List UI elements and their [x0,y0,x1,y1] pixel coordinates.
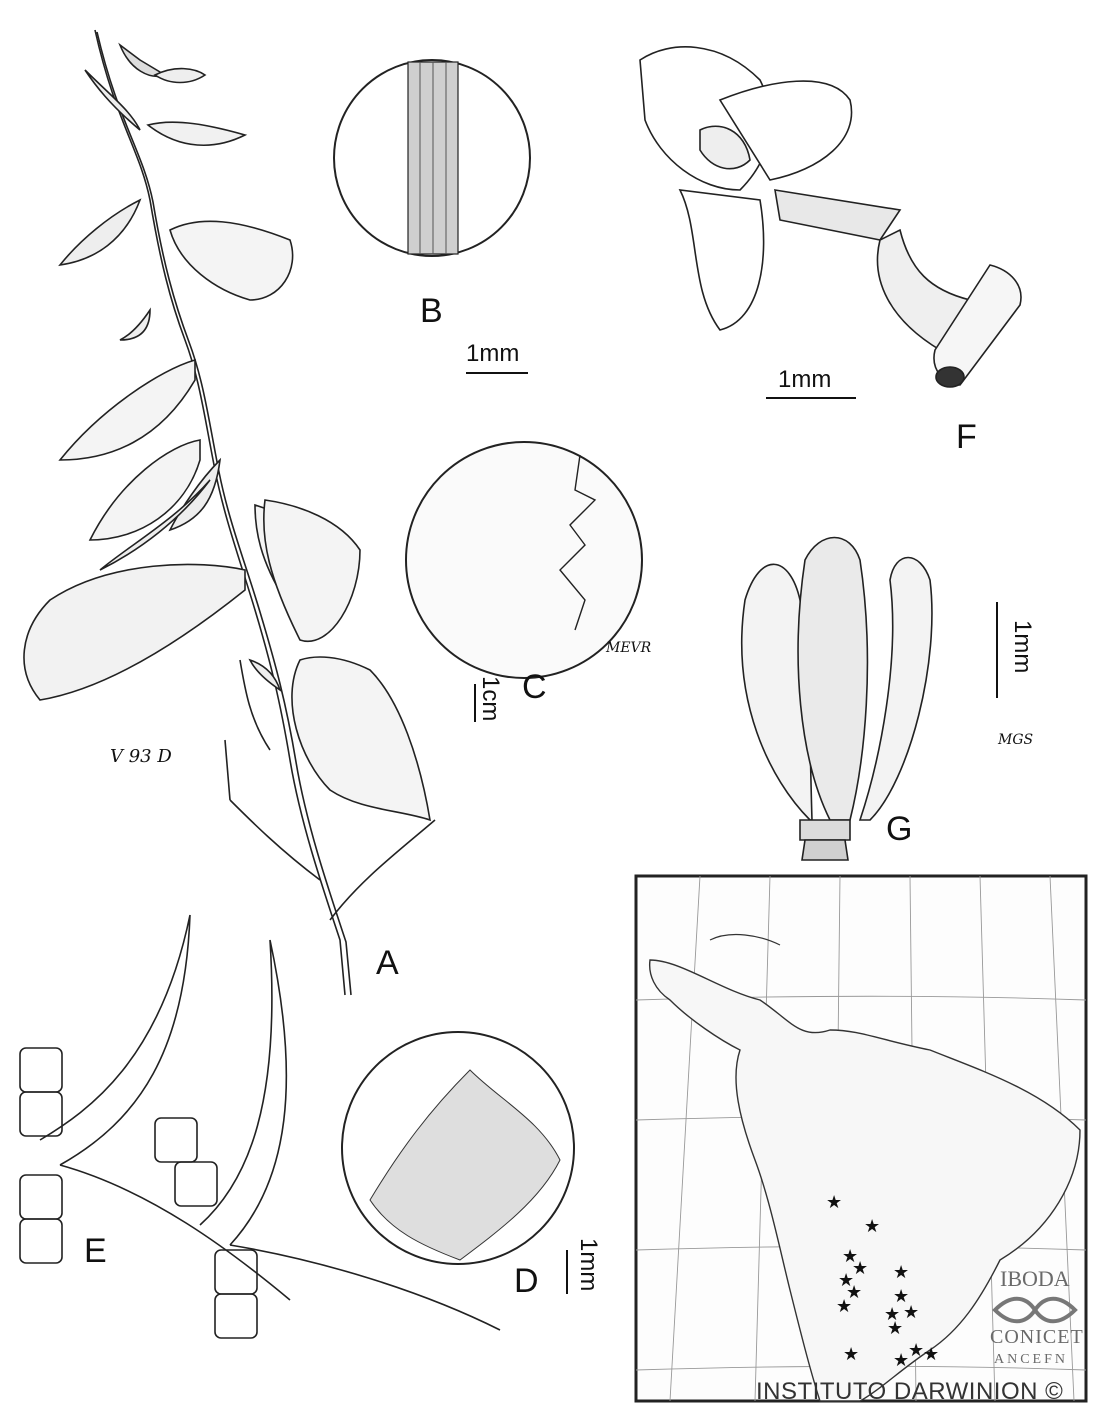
star-icon: ★ [843,1344,860,1364]
panel-label-a: A [376,944,399,982]
panel-label-f: F [956,418,977,456]
watermark-sub: ANCEFN [994,1352,1069,1367]
watermark-org: CONICET [990,1326,1084,1348]
scale-label-g: 1mm [1009,620,1036,674]
scale-bar-f [766,397,856,399]
star-icon: ★ [836,1296,853,1316]
star-icon: ★ [923,1344,940,1364]
star-icon: ★ [826,1192,843,1212]
star-icon: ★ [887,1318,904,1338]
panel-d-drawing [342,1032,574,1264]
scale-label-d: 1mm [575,1238,602,1292]
star-icon: ★ [908,1340,925,1360]
panel-label-e: E [84,1232,107,1270]
panel-f-drawing [640,47,1021,387]
star-icon: ★ [893,1350,910,1370]
star-icon: ★ [884,1304,901,1324]
star-icon: ★ [893,1262,910,1282]
scale-label-b: 1mm [466,340,520,367]
signature-c: MEVR [606,640,652,656]
panel-label-c: C [522,668,547,706]
scale-label-c: 1cm [477,676,504,722]
watermark-top-text: IBODA [1000,1266,1070,1291]
star-icon: ★ [838,1270,855,1290]
star-icon: ★ [846,1282,863,1302]
signature-g: MGS [998,732,1034,748]
scale-bar-g [996,602,998,698]
panel-label-b: B [420,292,443,330]
star-icon: ★ [852,1258,869,1278]
scale-bar-d [566,1250,568,1294]
star-icon: ★ [903,1302,920,1322]
credit-text: INSTITUTO DARWINION © [756,1378,1064,1405]
signature-a: V 93 D [110,746,172,767]
scale-bar-b [466,372,528,374]
star-icon: ★ [842,1246,859,1266]
panel-label-d: D [514,1262,539,1300]
star-icon: ★ [864,1216,881,1236]
panel-label-g: G [886,810,913,848]
scale-label-f: 1mm [778,366,832,393]
panel-b-drawing [334,60,530,256]
star-icon: ★ [893,1286,910,1306]
conicet-logo-icon [990,1290,1080,1330]
